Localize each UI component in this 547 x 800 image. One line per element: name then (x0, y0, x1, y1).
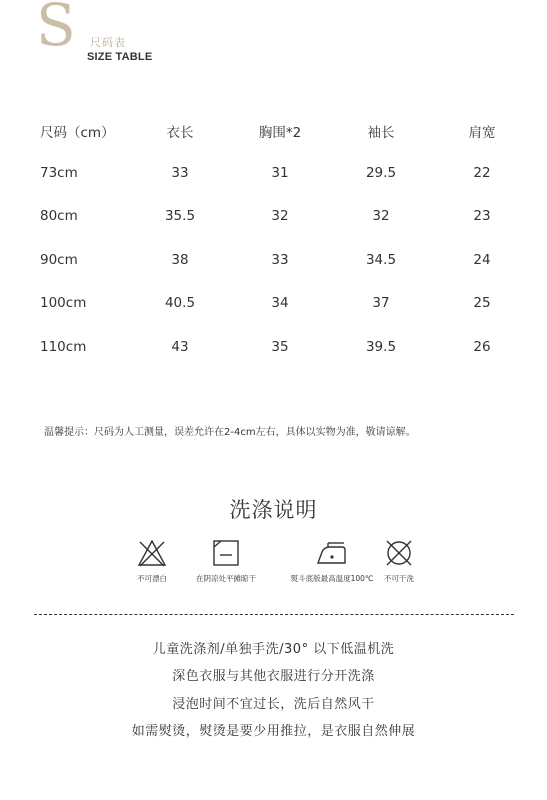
column-header: 尺码（cm） (40, 125, 115, 141)
table-cell: 35.5 (164, 208, 196, 224)
table-cell: 32 (372, 208, 390, 224)
table-cell: 80cm (40, 208, 78, 224)
table-cell: 33 (271, 252, 289, 268)
table-cell: 25 (473, 295, 491, 311)
table-cell: 23 (473, 208, 491, 224)
table-row (0, 252, 547, 276)
care-line: 深色衣服与其他衣服进行分开洗涤 (172, 669, 375, 684)
table-row (0, 339, 547, 363)
table-cell: 31 (271, 165, 289, 181)
table-cell: 22 (473, 165, 491, 181)
table-cell: 90cm (40, 252, 78, 268)
table-cell: 37 (372, 295, 390, 311)
table-cell: 26 (473, 339, 491, 355)
iron-icon (314, 538, 350, 568)
care-line: 浸泡时间不宜过长，洗后自然风干 (172, 697, 375, 712)
icon-label: 熨斗底版最高温度100℃ (290, 574, 374, 583)
column-header: 胸围*2 (258, 125, 302, 141)
size-table-header (36, 0, 196, 64)
icon-label: 在阴凉处平摊晾干 (196, 574, 256, 583)
table-cell: 40.5 (164, 295, 196, 311)
column-header: 肩宽 (468, 125, 496, 141)
table-cell: 38 (171, 252, 189, 268)
wash-instructions-title: 洗涤说明 (229, 498, 318, 522)
divider (34, 614, 514, 615)
table-cell: 110cm (40, 339, 87, 355)
care-line: 如需熨烫，熨烫是要少用推拉，是衣服自然伸展 (131, 724, 416, 739)
care-line: 儿童洗涤剂/单独手洗/30° 以下低温机洗 (152, 642, 395, 657)
column-header: 袖长 (367, 125, 395, 141)
table-cell: 39.5 (365, 339, 397, 355)
no-dry-clean-icon (383, 538, 415, 568)
table-row (0, 295, 547, 319)
table-cell: 34 (271, 295, 289, 311)
table-cell: 29.5 (365, 165, 397, 181)
icon-label: 不可干洗 (384, 574, 414, 583)
logo-letter: S (36, 0, 76, 59)
table-cell: 24 (473, 252, 491, 268)
table-header-row (0, 121, 547, 145)
table-row (0, 165, 547, 189)
table-cell: 100cm (40, 295, 87, 311)
table-cell: 73cm (40, 165, 78, 181)
table-cell: 43 (171, 339, 189, 355)
icon-label: 不可漂白 (137, 574, 167, 583)
table-cell: 35 (271, 339, 289, 355)
measurement-tip: 温馨提示：尺码为人工测量，误差允许在2-4cm左右，具体以实物为准，敬请谅解。 (44, 427, 416, 438)
no-dry-clean (349, 538, 449, 584)
table-cell: 32 (271, 208, 289, 224)
shade-dry-flat-icon (212, 538, 240, 568)
table-cell: 34.5 (365, 252, 397, 268)
column-header: 衣长 (166, 125, 194, 141)
shade-dry-flat (176, 538, 276, 584)
header-title-cn: 尺码表 (90, 36, 126, 49)
table-row (0, 208, 547, 232)
header-title-en: SIZE TABLE (87, 51, 153, 63)
no-bleach-icon (136, 538, 168, 568)
table-cell: 33 (171, 165, 189, 181)
